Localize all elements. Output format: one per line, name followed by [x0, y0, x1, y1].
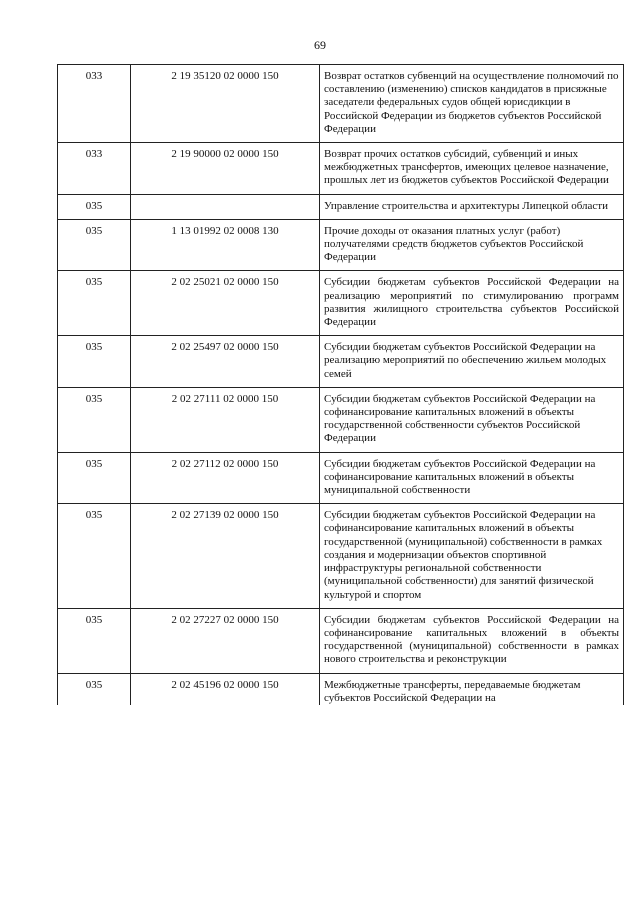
revenue-code-cell: 2 19 90000 02 0000 150	[131, 143, 320, 195]
revenue-code-cell: 1 13 01992 02 0008 130	[131, 219, 320, 271]
revenue-code-cell	[131, 194, 320, 219]
admin-code-cell: 033	[58, 143, 131, 195]
admin-code-cell: 035	[58, 336, 131, 388]
table-row	[58, 143, 624, 195]
revenue-name-cell: Субсидии бюджетам субъектов Российской Федерации на софинансирование капитальных вложений в объекты государственной (муниципальной) собственности в рамках нового строительства и реконструкции	[320, 608, 624, 673]
revenue-name-cell: Субсидии бюджетам субъектов Российской Федерации на реализацию мероприятий по стимулированию программ развития жилищного строительства субъектов Российской Федерации	[320, 271, 624, 336]
budget-classification-table	[57, 64, 624, 705]
revenue-name-cell: Возврат прочих остатков субсидий, субвенций и иных межбюджетных трансфертов, имеющих целевое назначение, прошлых лет из бюджетов субъектов Российской Федерации	[320, 143, 624, 195]
table-row	[58, 387, 624, 452]
admin-code-cell: 035	[58, 608, 131, 673]
admin-code-cell: 035	[58, 504, 131, 608]
admin-code-cell: 035	[58, 219, 131, 271]
revenue-code-cell: 2 02 27111 02 0000 150	[131, 387, 320, 452]
revenue-code-cell: 2 02 25021 02 0000 150	[131, 271, 320, 336]
admin-code-cell: 035	[58, 387, 131, 452]
table-row	[58, 219, 624, 271]
revenue-name-cell: Межбюджетные трансферты, передаваемые бюджетам субъектов Российской Федерации на	[320, 673, 624, 705]
revenue-code-cell: 2 02 27139 02 0000 150	[131, 504, 320, 608]
revenue-code-cell: 2 02 45196 02 0000 150	[131, 673, 320, 705]
revenue-code-cell: 2 02 27112 02 0000 150	[131, 452, 320, 504]
table-row	[58, 673, 624, 705]
table-row	[58, 608, 624, 673]
revenue-name-cell: Субсидии бюджетам субъектов Российской Федерации на софинансирование капитальных вложений в объекты государственной (муниципальной) собственности в рамках создания и модернизации объектов спортивной инфраструктуры региональной собственности (муниципальной собственности) для занятий физической культурой и спортом	[320, 504, 624, 608]
revenue-name-cell: Субсидии бюджетам субъектов Российской Федерации на софинансирование капитальных вложений в объекты государственной собственности субъектов Российской Федерации	[320, 387, 624, 452]
revenue-name-cell: Управление строительства и архитектуры Липецкой области	[320, 194, 624, 219]
revenue-name-cell: Субсидии бюджетам субъектов Российской Федерации на софинансирование капитальных вложений в объекты муниципальной собственности	[320, 452, 624, 504]
table-row	[58, 452, 624, 504]
revenue-code-cell: 2 19 35120 02 0000 150	[131, 65, 320, 143]
revenue-code-cell: 2 02 25497 02 0000 150	[131, 336, 320, 388]
admin-code-cell: 033	[58, 65, 131, 143]
table-row	[58, 194, 624, 219]
admin-code-cell: 035	[58, 673, 131, 705]
table-row	[58, 336, 624, 388]
table-row	[58, 65, 624, 143]
revenue-name-cell: Возврат остатков субвенций на осуществление полномочий по составлению (изменению) списков кандидатов в присяжные заседатели федеральных судов общей юрисдикции в Российской Федерации из бюджетов субъектов Российской Федерации	[320, 65, 624, 143]
admin-code-cell: 035	[58, 194, 131, 219]
revenue-code-cell: 2 02 27227 02 0000 150	[131, 608, 320, 673]
table-row	[58, 504, 624, 608]
revenue-name-cell: Прочие доходы от оказания платных услуг (работ) получателями средств бюджетов субъектов Российской Федерации	[320, 219, 624, 271]
page-number: 69	[314, 38, 326, 52]
revenue-name-cell: Субсидии бюджетам субъектов Российской Федерации на реализацию мероприятий по обеспечению жильем молодых семей	[320, 336, 624, 388]
admin-code-cell: 035	[58, 452, 131, 504]
admin-code-cell: 035	[58, 271, 131, 336]
table-row	[58, 271, 624, 336]
